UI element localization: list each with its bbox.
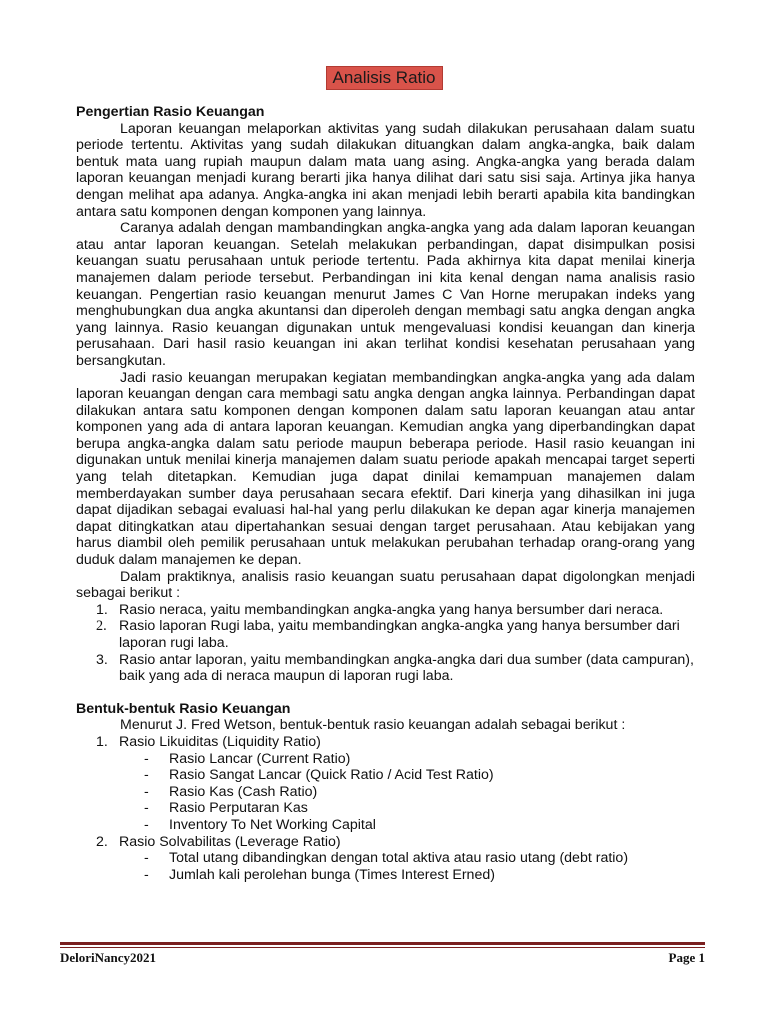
paragraph: Laporan keuangan melaporkan aktivitas yang sudah dilakukan perusahaan dalam suatu periode tertentu. Aktivitas yang sudah dilakukan dituangkan dalam angka-angka, baik dalam bentuk mata uang rupiah maupun dalam mata uang asing. Angka-angka yang berada dalam laporan keuangan menjadi kurang berarti jika hanya dilihat dari satu sisi saja. Artinya jika hanya dengan melihat apa adanya. Angka-angka ini akan menjadi lebih berarti apabila kita bandingkan antara satu komponen dengan komponen yang lainnya. <box>76 120 695 220</box>
list-text: Rasio laporan Rugi laba, yaitu membandingkan angka-angka yang hanya bersumber dari laporan rugi laba. <box>119 618 680 651</box>
list-number: 2. <box>96 833 108 850</box>
ratio-group-list <box>76 734 695 751</box>
list-number: 2. <box>96 618 107 635</box>
list-text: Rasio antar laporan, yaitu membandingkan angka-angka dari dua sumber (data campuran), baik yang ada di neraca maupun di laporan rugi laba. <box>119 651 694 685</box>
list-text: Total utang dibandingkan dengan total aktiva atau rasio utang (debt ratio) <box>169 850 629 867</box>
document-body <box>76 104 695 883</box>
ratio-type-list <box>76 602 695 685</box>
group-title: Rasio Solvabilitas (Leverage Ratio) <box>119 833 341 850</box>
list-item <box>76 834 695 851</box>
list-number: 1. <box>96 601 108 618</box>
list-item: - Inventory To Net Working Capital <box>144 816 376 833</box>
list-item <box>76 618 695 651</box>
list-item: - Total utang dibandingkan dengan total aktiva atau rasio utang (debt ratio) <box>144 850 629 867</box>
list-item: - Rasio Kas (Cash Ratio) <box>144 783 318 800</box>
list-item <box>76 602 695 619</box>
footer-author: DeloriNancy2021 <box>60 950 157 965</box>
list-text: Jumlah kali perolehan bunga (Times Interest Erned) <box>169 866 495 883</box>
list-text: Rasio Lancar (Current Ratio) <box>169 750 351 767</box>
list-item <box>76 734 695 751</box>
list-number: 3. <box>96 651 108 668</box>
title-container <box>0 66 768 90</box>
page-number: Page 1 <box>668 950 705 965</box>
list-item: - Jumlah kali perolehan bunga (Times Interest Erned) <box>144 866 495 883</box>
section-heading-pengertian: Pengertian Rasio Keuangan <box>76 104 265 120</box>
ratio-group-list <box>76 834 695 851</box>
paragraph: Jadi rasio keuangan merupakan kegiatan membandingkan angka-angka yang ada dalam laporan keuangan dengan cara membagi satu angka dengan angka lainnya. Perbandingan dapat dilakukan antara satu komponen dengan komponen dalam satu laporan keuangan atau antar komponen yang ada di antara laporan keuangan. Kemudian angka yang diperbandingkan dapat berupa angka-angka dalam satu periode maupun beberapa periode. Hasil rasio keuangan ini digunakan untuk menilai kinerja manajemen dalam suatu periode apakah mencapai target seperti yang telah ditetapkan. Kemudian juga dapat dinilai kemampuan manajemen dalam memberdayakan sumber daya perusahaan secara efektif. Dari kinerja yang dihasilkan ini juga dapat dijadikan sebagai evaluasi hal-hal yang perlu dilakukan ke depan agar kinerja manajemen dapat ditingkatkan atau dipertahankan sesuai dengan target perusahaan. Atau kebijakan yang harus diambil oleh pemilik perusahaan untuk melakukan perubahan terhadap orang-orang yang duduk dalam manajemen ke depan. <box>76 369 695 569</box>
paragraph: Caranya adalah dengan mambandingkan angka-angka yang ada dalam laporan keuangan atau antar laporan keuangan. Setelah melakukan perbandingan, dapat disimpulkan posisi keuangan suatu perusahaan untuk periode tertentu. Pada akhirnya kita dapat menilai kinerja manajemen dalam periode tersebut. Perbandingan ini kita kenal dengan nama analisis rasio keuangan. Pengertian rasio keuangan menurut James C Van Horne merupakan indeks yang menghubungkan dua angka akuntansi dan diperoleh dengan membagi satu angka dengan angka yang lainnya. Rasio keuangan digunakan untuk mengevaluasi kondisi keuangan dan kinerja perusahaan. Dari hasil rasio keuangan ini akan terlihat kondisi kesehatan perusahaan yang bersangkutan. <box>76 220 695 369</box>
group-title: Rasio Likuiditas (Liquidity Ratio) <box>119 733 321 750</box>
page-title: Analisis Ratio <box>326 66 443 90</box>
list-item: - Rasio Sangat Lancar (Quick Ratio / Acid Test Ratio) <box>144 767 494 784</box>
spacer <box>76 685 695 701</box>
list-text: Rasio Perputaran Kas <box>169 800 308 817</box>
solvability-sublist <box>76 850 695 883</box>
list-item: - Rasio Lancar (Current Ratio) <box>144 750 351 767</box>
list-text: Inventory To Net Working Capital <box>169 816 376 833</box>
footer-divider <box>60 942 705 948</box>
list-item <box>76 652 695 685</box>
list-text: Rasio Kas (Cash Ratio) <box>169 783 318 800</box>
list-item: - Rasio Perputaran Kas <box>144 800 308 817</box>
liquidity-sublist <box>76 751 695 834</box>
list-text: Rasio Sangat Lancar (Quick Ratio / Acid Test Ratio) <box>169 767 494 784</box>
paragraph: Menurut J. Fred Wetson, bentuk-bentuk rasio keuangan adalah sebagai berikut : <box>120 717 626 734</box>
list-number: 1. <box>96 733 108 750</box>
paragraph: Dalam praktiknya, analisis rasio keuangan suatu perusahaan dapat digolongkan menjadi sebagai berikut : <box>76 568 695 602</box>
list-text: Rasio neraca, yaitu membandingkan angka-angka yang hanya bersumber dari neraca. <box>119 601 664 618</box>
section-heading-bentuk: Bentuk-bentuk Rasio Keuangan <box>76 700 291 717</box>
